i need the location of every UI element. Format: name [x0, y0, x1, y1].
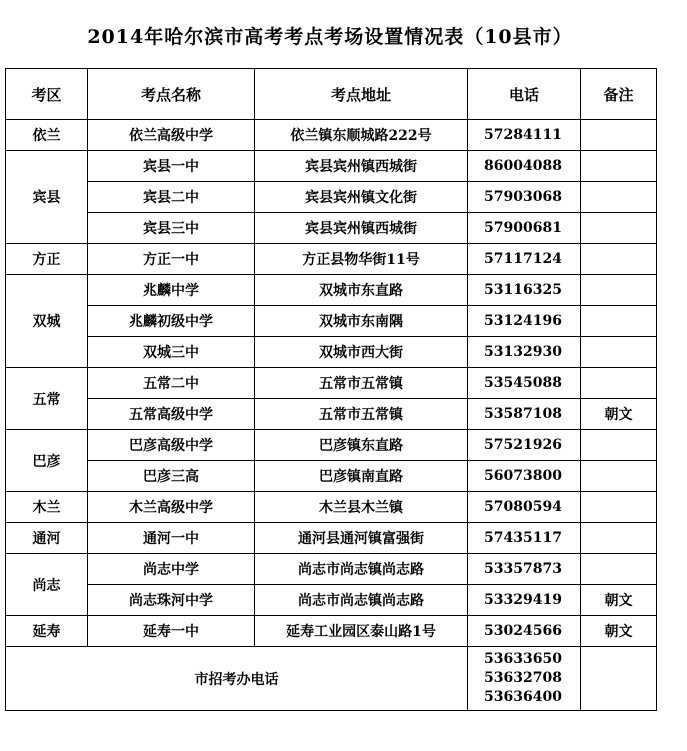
footer-label: 市招考办电话: [6, 647, 468, 711]
note-cell: [581, 461, 657, 492]
table-row: [6, 616, 657, 647]
site-address-cell: 双城市东直路: [255, 275, 468, 306]
note-cell: [581, 213, 657, 244]
note-cell: 朝文: [581, 585, 657, 616]
phone-cell: 53116325: [468, 275, 581, 306]
district-cell: 木兰: [6, 492, 88, 523]
exam-site-table: [5, 68, 657, 711]
phone-cell: 57900681: [468, 213, 581, 244]
site-address-cell: 巴彦镇东直路: [255, 430, 468, 461]
phone-cell: 57080594: [468, 492, 581, 523]
site-name-cell: 宾县三中: [88, 213, 255, 244]
header-phone: 电话: [468, 69, 581, 120]
note-cell: [581, 306, 657, 337]
site-name-cell: 兆麟初级中学: [88, 306, 255, 337]
phone-cell: 56073800: [468, 461, 581, 492]
site-name-cell: 木兰高级中学: [88, 492, 255, 523]
page-title: 2014年哈尔滨市高考考点考场设置情况表（10县市）: [87, 26, 573, 48]
note-cell: [581, 244, 657, 275]
site-name-cell: 宾县一中: [88, 151, 255, 182]
table-row: [6, 151, 657, 182]
table-row: [6, 492, 657, 523]
table-row: [6, 368, 657, 399]
phone-cell: 53124196: [468, 306, 581, 337]
header-site-name: 考点名称: [88, 69, 255, 120]
site-name-cell: 巴彦高级中学: [88, 430, 255, 461]
footer-note: [581, 647, 657, 711]
header-district: 考区: [6, 69, 88, 120]
site-name-cell: 通河一中: [88, 523, 255, 554]
header-row: [6, 69, 657, 120]
site-address-cell: 尚志市尚志镇尚志路: [255, 554, 468, 585]
phone-cell: 53587108: [468, 399, 581, 430]
site-address-cell: 木兰县木兰镇: [255, 492, 468, 523]
site-name-cell: 兆麟中学: [88, 275, 255, 306]
site-name-cell: 宾县二中: [88, 182, 255, 213]
table-row: [6, 182, 657, 213]
footer-phone: 53633650: [484, 651, 562, 667]
note-cell: [581, 430, 657, 461]
note-cell: [581, 182, 657, 213]
phone-cell: 57117124: [468, 244, 581, 275]
phone-cell: 53329419: [468, 585, 581, 616]
header-site-address: 考点地址: [255, 69, 468, 120]
site-name-cell: 五常二中: [88, 368, 255, 399]
site-address-cell: 尚志市尚志镇尚志路: [255, 585, 468, 616]
table-row: [6, 337, 657, 368]
phone-cell: 57284111: [468, 120, 581, 151]
table-row: [6, 430, 657, 461]
site-name-cell: 延寿一中: [88, 616, 255, 647]
note-cell: [581, 492, 657, 523]
table-row: [6, 554, 657, 585]
footer-phone: 53636400: [484, 689, 562, 705]
site-address-cell: 宾县宾州镇文化街: [255, 182, 468, 213]
note-cell: [581, 275, 657, 306]
site-address-cell: 宾县宾州镇西城街: [255, 213, 468, 244]
site-address-cell: 依兰镇东顺城路222号: [255, 120, 468, 151]
table-row: [6, 461, 657, 492]
footer-phone: 53632708: [484, 670, 562, 686]
table-row: [6, 585, 657, 616]
header-note: 备注: [581, 69, 657, 120]
phone-cell: 57521926: [468, 430, 581, 461]
phone-cell: 86004088: [468, 151, 581, 182]
footer-row: [6, 647, 657, 711]
note-cell: 朝文: [581, 399, 657, 430]
district-cell: 宾县: [6, 151, 88, 244]
site-name-cell: 巴彦三高: [88, 461, 255, 492]
table-row: [6, 213, 657, 244]
district-cell: 双城: [6, 275, 88, 368]
table-row: [6, 275, 657, 306]
table-row: [6, 523, 657, 554]
site-address-cell: 宾县宾州镇西城街: [255, 151, 468, 182]
site-address-cell: 五常市五常镇: [255, 399, 468, 430]
table-row: [6, 306, 657, 337]
note-cell: [581, 120, 657, 151]
phone-cell: 53545088: [468, 368, 581, 399]
phone-cell: 53024566: [468, 616, 581, 647]
table-body: [6, 120, 657, 647]
site-address-cell: 双城市东南隅: [255, 306, 468, 337]
phone-cell: 57435117: [468, 523, 581, 554]
site-address-cell: 双城市西大街: [255, 337, 468, 368]
site-name-cell: 尚志珠河中学: [88, 585, 255, 616]
phone-cell: 53132930: [468, 337, 581, 368]
district-cell: 依兰: [6, 120, 88, 151]
site-name-cell: 双城三中: [88, 337, 255, 368]
note-cell: [581, 151, 657, 182]
district-cell: 延寿: [6, 616, 88, 647]
note-cell: [581, 523, 657, 554]
footer-phones: [468, 647, 581, 711]
site-name-cell: 五常高级中学: [88, 399, 255, 430]
note-cell: 朝文: [581, 616, 657, 647]
phone-cell: 57903068: [468, 182, 581, 213]
table-row: [6, 244, 657, 275]
site-address-cell: 延寿工业园区泰山路1号: [255, 616, 468, 647]
note-cell: [581, 554, 657, 585]
site-name-cell: 方正一中: [88, 244, 255, 275]
note-cell: [581, 368, 657, 399]
district-cell: 巴彦: [6, 430, 88, 492]
site-name-cell: 依兰高级中学: [88, 120, 255, 151]
phone-cell: 53357873: [468, 554, 581, 585]
district-cell: 尚志: [6, 554, 88, 616]
district-cell: 通河: [6, 523, 88, 554]
site-name-cell: 尚志中学: [88, 554, 255, 585]
site-address-cell: 方正县物华街11号: [255, 244, 468, 275]
site-address-cell: 巴彦镇南直路: [255, 461, 468, 492]
site-address-cell: 通河县通河镇富强街: [255, 523, 468, 554]
site-address-cell: 五常市五常镇: [255, 368, 468, 399]
district-cell: 五常: [6, 368, 88, 430]
table-row: [6, 120, 657, 151]
district-cell: 方正: [6, 244, 88, 275]
note-cell: [581, 337, 657, 368]
table-row: [6, 399, 657, 430]
